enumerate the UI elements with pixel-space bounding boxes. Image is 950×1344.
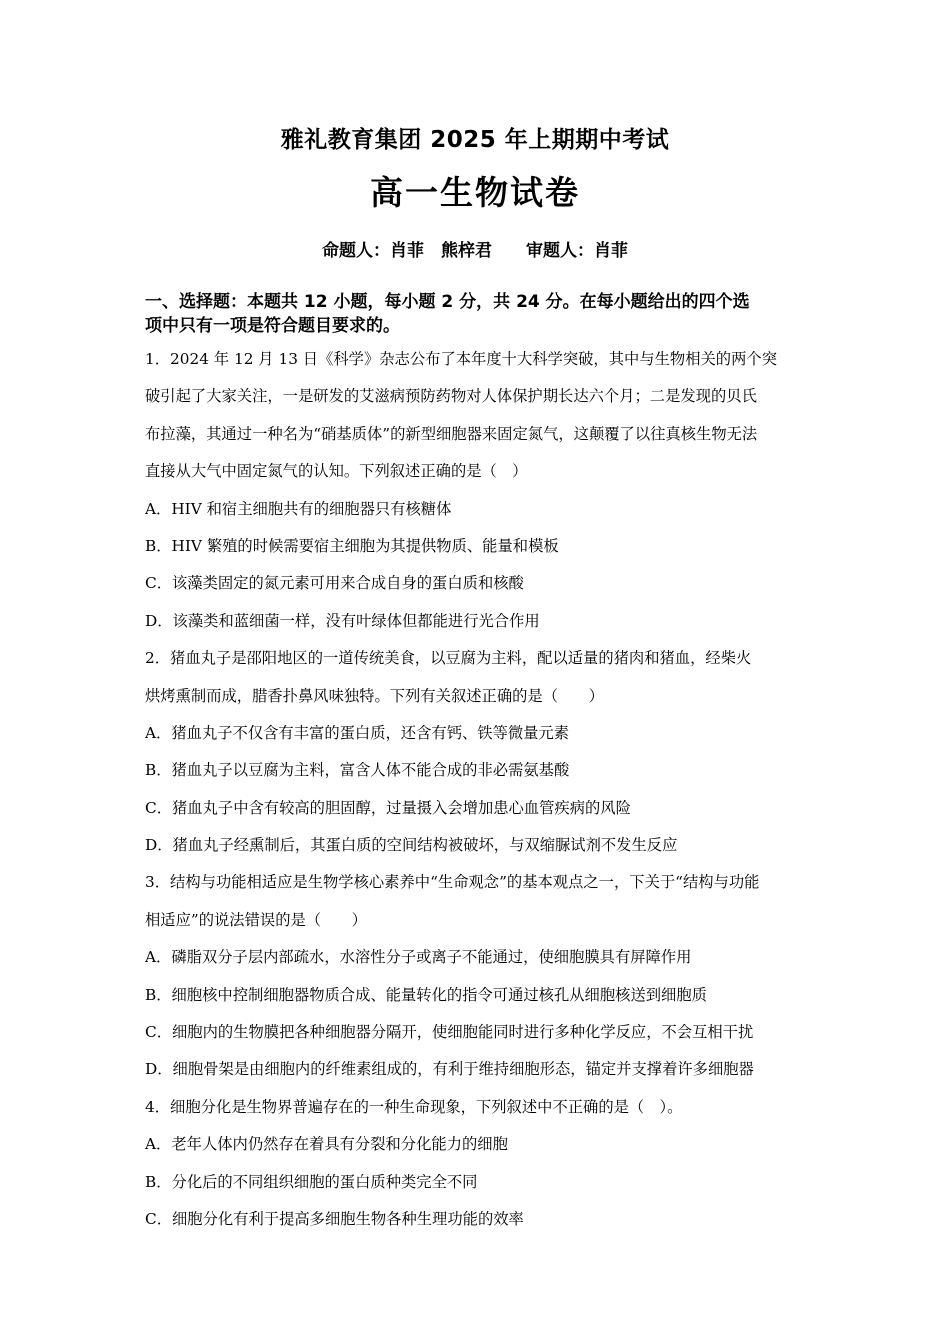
question-stem-line: 布拉藻，其通过一种名为“硝基质体”的新型细胞器来固定氮气，这颠覆了以往真核生物无法 xyxy=(145,424,758,443)
option-d: D．猪血丸子经熏制后，其蛋白质的空间结构被破坏，与双缩脲试剂不发生反应 xyxy=(145,836,678,855)
question-list xyxy=(145,343,813,1240)
exam-authors: 命题人：肖菲 熊梓君 审题人：肖菲 xyxy=(322,241,628,261)
question-stem-line: 直接从大气中固定氮气的认知。下列叙述正确的是（ ） xyxy=(145,462,528,481)
question-stem-line: 4．细胞分化是生物界普遍存在的一种生命现象，下列叙述中不正确的是（ ）。 xyxy=(145,1097,683,1116)
option-a: A．老年人体内仍然存在着具有分裂和分化能力的细胞 xyxy=(145,1135,508,1154)
section-heading xyxy=(145,290,815,338)
option-b: B．HIV 繁殖的时候需要宿主细胞为其提供物质、能量和模板 xyxy=(145,536,559,555)
option-d: D．该藻类和蓝细菌一样，没有叶绿体但都能进行光合作用 xyxy=(145,611,540,630)
option-a: A．猪血丸子不仅含有丰富的蛋白质，还含有钙、铁等微量元素 xyxy=(145,723,570,742)
question-2 xyxy=(145,642,813,866)
option-b: B．猪血丸子以豆腐为主料，富含人体不能合成的非必需氨基酸 xyxy=(145,761,570,780)
option-d: D．细胞骨架是由细胞内的纤维素组成的，有利于维持细胞形态，锚定并支撑着许多细胞器 xyxy=(145,1060,754,1079)
section-heading-line: 一、选择题：本题共 12 小题，每小题 2 分，共 24 分。在每小题给出的四个选 xyxy=(145,292,750,312)
option-a: A．HIV 和宿主细胞共有的细胞器只有核糖体 xyxy=(145,499,452,518)
question-stem-line: 3．结构与功能相适应是生物学核心素养中“生命观念”的基本观点之一，下关于“结构与功能 xyxy=(145,873,760,892)
option-c: C．猪血丸子中含有较高的胆固醇，过量摄入会增加患心血管疾病的风险 xyxy=(145,798,631,817)
question-stem-line: 破引起了大家关注，一是研发的艾滋病预防药物对人体保护期长达六个月；二是发现的贝氏 xyxy=(145,387,757,406)
option-c: C．该藻类固定的氮元素可用来合成自身的蛋白质和核酸 xyxy=(145,574,524,593)
question-stem-line: 1．2024 年 12 月 13 日《科学》杂志公布了本年度十大科学突破，其中与生物相关的两个突 xyxy=(145,350,777,368)
question-stem-line: 2．猪血丸子是邵阳地区的一道传统美食，以豆腐为主料，配以适量的猪肉和猪血，经柴火 xyxy=(145,649,752,668)
option-c: C．细胞分化有利于提高多细胞生物各种生理功能的效率 xyxy=(145,1209,524,1228)
exam-title: 雅礼教育集团 2025 年上期期中考试 xyxy=(280,127,670,153)
question-4 xyxy=(145,1091,813,1241)
question-stem-line: 相适应”的说法错误的是（ ） xyxy=(145,910,367,929)
section-heading-line: 项中只有一项是符合题目要求的。 xyxy=(145,316,400,336)
question-3 xyxy=(145,866,813,1090)
question-stem-line: 烘烤熏制而成，腊香扑鼻风味独特。下列有关叙述正确的是（ ） xyxy=(145,686,604,705)
option-b: B．细胞核中控制细胞器物质合成、能量转化的指令可通过核孔从细胞核送到细胞质 xyxy=(145,985,707,1004)
exam-subject-title: 高一生物试卷 xyxy=(370,173,580,212)
option-c: C．细胞内的生物膜把各种细胞器分隔开，使细胞能同时进行多种化学反应，不会互相干扰 xyxy=(145,1023,754,1042)
question-1 xyxy=(145,343,813,642)
option-a: A．磷脂双分子层内部疏水，水溶性分子或离子不能通过，使细胞膜具有屏障作用 xyxy=(145,948,692,967)
option-b: B．分化后的不同组织细胞的蛋白质种类完全不同 xyxy=(145,1172,478,1191)
